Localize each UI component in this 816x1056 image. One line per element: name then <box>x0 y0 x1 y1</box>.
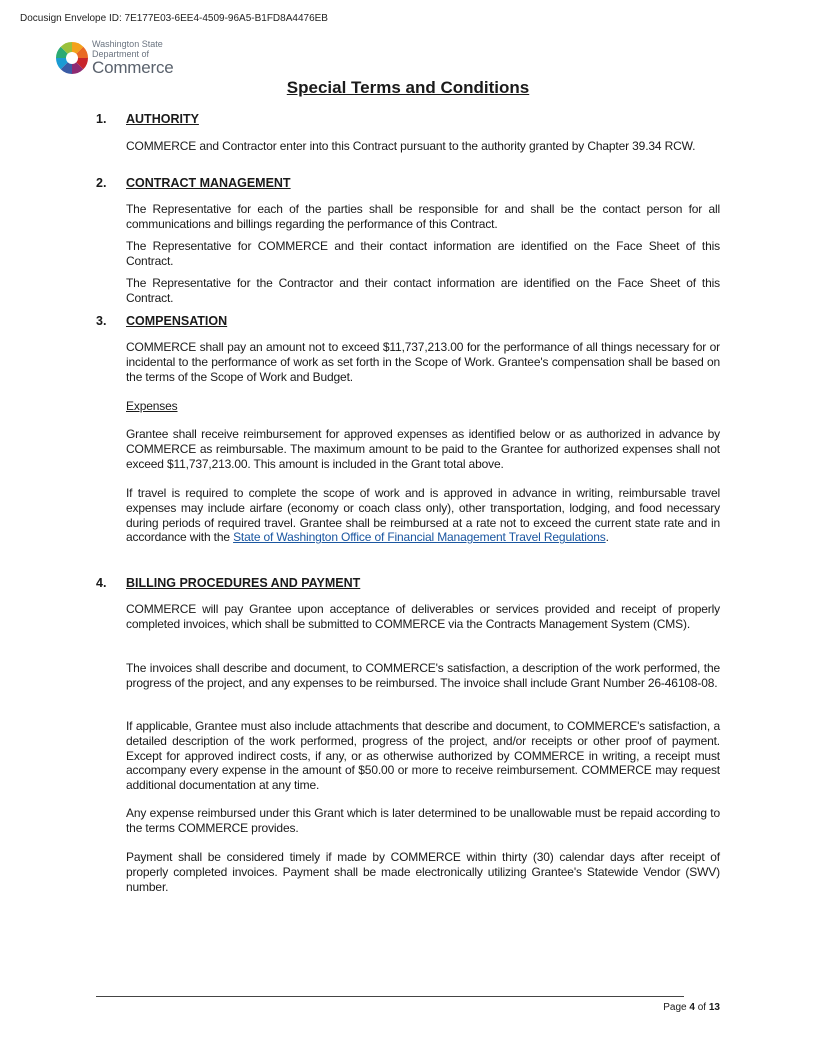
section-label: BILLING PROCEDURES AND PAYMENT <box>126 576 361 590</box>
section-heading-authority <box>96 112 199 126</box>
billing-paragraph-5: Payment shall be considered timely if made by COMMERCE within thirty (30) calendar days after receipt of properly completed invoices. Payment shall be made electronically utilizing Grantee's Statewide Vendor (SWV) number. <box>126 850 720 894</box>
logo-line-1: Washington State <box>92 39 163 49</box>
section-label: AUTHORITY <box>126 112 199 126</box>
authority-paragraph: COMMERCE and Contractor enter into this Contract pursuant to the authority granted by Chapter 39.34 RCW. <box>126 139 696 153</box>
logo-line-2: Department of <box>92 49 150 59</box>
page-of-label: of <box>697 1002 707 1013</box>
contract-mgmt-paragraph-1: The Representative for each of the parties shall be responsible for and shall be the contact person for all communications and billings regarding the performance of this Contract. <box>126 202 720 231</box>
compensation-paragraph-2: Grantee shall receive reimbursement for approved expenses as identified below or as authorized in advance by COMMERCE as reimbursable. The maximum amount to be paid to the Grantee for authorized expenses shall not exceed $11,737,213.00. This amount is included in the Grant total above. <box>126 427 720 471</box>
section-heading-contract-management <box>96 176 291 190</box>
section-label: COMPENSATION <box>126 314 228 328</box>
expenses-heading: Expenses <box>126 399 178 413</box>
page-label: Page <box>663 1002 687 1013</box>
compensation-paragraph-1: COMMERCE shall pay an amount not to exceed $11,737,213.00 for the performance of all things necessary for or incidental to the performance of work as set forth in the Scope of Work. Grantee's compensation shall be based on the terms of the Scope of Work and Budget. <box>126 340 720 384</box>
billing-paragraph-1: COMMERCE will pay Grantee upon acceptance of deliverables or services provided and receipt of properly completed invoices, which shall be submitted to COMMERCE via the Contracts Management System (CMS). <box>126 602 720 631</box>
section-number: 2. <box>96 176 107 190</box>
envelope-id: Docusign Envelope ID: 7E177E03-6EE4-4509-96A5-B1FD8A4476EB <box>20 13 328 24</box>
page-title: Special Terms and Conditions <box>286 78 530 97</box>
page-current: 4 <box>689 1002 695 1013</box>
page-total: 13 <box>708 1002 720 1013</box>
section-heading-billing <box>96 576 360 590</box>
page-number <box>663 1002 720 1013</box>
compensation-paragraph-3 <box>126 486 720 545</box>
section-number: 4. <box>96 576 107 590</box>
section-heading-compensation <box>96 314 227 328</box>
logo-wheel-icon <box>55 41 89 75</box>
section-label: CONTRACT MANAGEMENT <box>126 176 291 190</box>
billing-paragraph-2: The invoices shall describe and document, to COMMERCE's satisfaction, a description of the work performed, the progress of the project, and any expenses to be reimbursed. The invoice shall include Grant Number 26-46108-08. <box>126 661 720 690</box>
section-number: 1. <box>96 112 107 126</box>
billing-paragraph-4: Any expense reimbursed under this Grant which is later determined to be unallowable must be repaid according to the terms COMMERCE provides. <box>126 806 720 835</box>
section-number: 3. <box>96 314 107 328</box>
footer-divider <box>96 996 684 997</box>
commerce-logo <box>55 38 185 78</box>
contract-mgmt-paragraph-3: The Representative for the Contractor and their contact information are identified on the Face Sheet of this Contract. <box>126 276 720 305</box>
travel-text: If travel is required to complete the scope of work and is approved in advance in writing, reimbursable travel expenses may include airfare (economy or coach class only), other transportation, lodging, and food necessary during periods of required travel. Grantee shall be reimbursed at a rate not to exceed the current state rate and in accordance with the <box>126 486 720 545</box>
billing-paragraph-3: If applicable, Grantee must also include attachments that describe and document, to COMMERCE's satisfaction, a detailed description of the work performed, progress of the project, and/or receipts or other proof of payment. Except for approved indirect costs, if any, or as otherwise authorized by COMMERCE in writing, a receipt must accompany every expense in the amount of $50.00 or more to receive reimbursement. COMMERCE may request additional documentation at any time. <box>126 719 720 793</box>
contract-mgmt-paragraph-2: The Representative for COMMERCE and their contact information are identified on the Face Sheet of this Contract. <box>126 239 720 268</box>
travel-text-end: . <box>605 530 609 545</box>
travel-regulations-link[interactable]: State of Washington Office of Financial Management Travel Regulations <box>233 530 606 545</box>
logo-line-3: Commerce <box>92 58 174 77</box>
